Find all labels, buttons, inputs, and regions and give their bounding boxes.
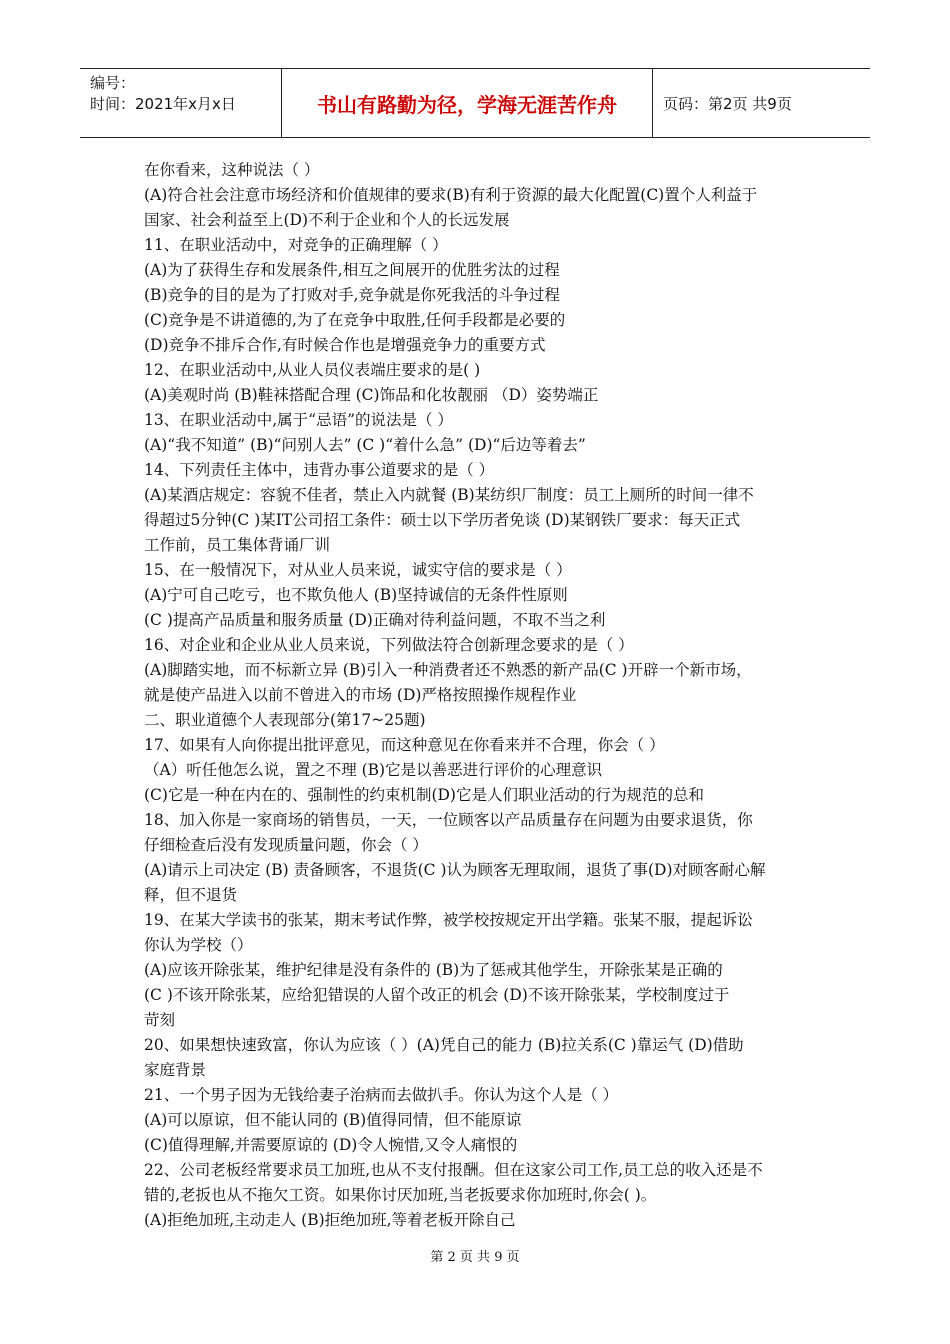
text-line: 16、对企业和企业从业人员来说，下列做法符合创新理念要求的是（ ）	[144, 636, 634, 654]
text-line: 17、如果有人向你提出批评意见，而这种意见在你看来并不合理，你会（ ）	[144, 736, 665, 754]
text-line: (A)应该开除张某，维护纪律是没有条件的 (B)为了惩戒其他学生，开除张某是正确的	[144, 961, 723, 979]
text-line: 18、加入你是一家商场的销售员，一天，一位顾客以产品质量存在问题为由要求退货，你	[144, 811, 753, 829]
text-line: 国家、社会利益至上(D)不利于企业和个人的长远发展	[144, 211, 510, 229]
text-line: (A)脚踏实地，而不标新立异 (B)引入一种消费者还不熟悉的新产品(C )开辟一个新市场，	[144, 661, 752, 679]
text-line: 15、在一般情况下，对从业人员来说，诚实守信的要求是（ ）	[144, 561, 572, 579]
text-line: 20、如果想快速致富，你认为应该（ ）(A)凭自己的能力 (B)拉关系(C )靠运气 (D)借助	[144, 1036, 744, 1054]
text-line: 21、一个男子因为无钱给妻子治病而去做扒手。你认为这个人是（ ）	[144, 1086, 619, 1104]
text-line: (A)为了获得生存和发展条件,相互之间展开的优胜劣汰的过程	[144, 261, 560, 279]
text-line: 14、下列责任主体中，违背办事公道要求的是（ ）	[144, 461, 495, 479]
text-line: (A)请示上司决定 (B) 责备顾客，不退货(C )认为顾客无理取闹，退货了事(D)对顾客耐心解	[144, 861, 766, 879]
text-line: 在你看来，这种说法（ ）	[144, 161, 320, 179]
text-line: (A)某酒店规定：容貌不佳者，禁止入内就餐 (B)某纺织厂制度：员工上厕所的时间一律不	[144, 486, 754, 504]
text-line: (C)值得理解,并需要原谅的 (D)令人惋惜,又令人痛恨的	[144, 1136, 518, 1154]
text-line: 13、在职业活动中,属于“忌语”的说法是（ ）	[144, 411, 453, 429]
text-line: (C )提高产品质量和服务质量 (D)正确对待利益问题，不取不当之利	[144, 611, 606, 629]
text-line: 你认为学校（）	[144, 936, 253, 954]
header-page-label: 页码：第2页 共9页	[663, 94, 792, 113]
text-line: 19、在某大学读书的张某，期末考试作弊，被学校按规定开出学籍。张某不服，提起诉讼	[144, 911, 753, 929]
text-line: (B)竞争的目的是为了打败对手,竞争就是你死我活的斗争过程	[144, 286, 560, 304]
text-line: (A)可以原谅，但不能认同的 (B)值得同情，但不能原谅	[144, 1111, 522, 1129]
text-line: (C )不该开除张某，应给犯错误的人留个改正的机会 (D)不该开除张某，学校制度过于	[144, 986, 730, 1004]
document-body	[144, 158, 812, 1233]
text-line: 就是使产品进入以前不曾进入的市场 (D)严格按照操作规程作业	[144, 686, 577, 704]
text-line: (D)竞争不排斥合作,有时候合作也是增强竞争力的重要方式	[144, 336, 546, 354]
text-line: (A)美观时尚 (B)鞋袜搭配合理 (C)饰品和化妆靓丽 （D）姿势端正	[144, 386, 599, 404]
text-line: 二、职业道德个人表现部分(第17~25题)	[144, 711, 426, 729]
text-line: 11、在职业活动中，对竞争的正确理解（ ）	[144, 236, 448, 254]
text-line: 释，但不退货	[144, 886, 238, 904]
text-line: 仔细检查后没有发现质量问题，你会（ ）	[144, 836, 428, 854]
text-line: （A）听任他怎么说，置之不理 (B)它是以善恶进行评价的心理意识	[144, 761, 603, 779]
text-line: 12、在职业活动中,从业人员仪表端庄要求的是( )	[144, 361, 481, 379]
text-line: 苛刻	[144, 1011, 176, 1029]
page-header	[80, 68, 870, 138]
text-line: 22、公司老板经常要求员工加班,也从不支付报酬。但在这家公司工作,员工总的收入还是不	[144, 1161, 763, 1179]
header-motto: 书山有路勤为径，学海无涯苦作舟	[282, 69, 653, 137]
text-line: (C)竞争是不讲道德的,为了在竞争中取胜,任何手段都是必要的	[144, 311, 566, 329]
text-line: 工作前，员工集体背诵厂训	[144, 536, 331, 554]
text-line: (A)符合社会注意市场经济和价值规律的要求(B)有利于资源的最大化配置(C)置个人利益于	[144, 186, 758, 204]
text-line: 错的,老扳也从不拖欠工资。如果你讨厌加班,当老扳要求你加班时,你会( )。	[144, 1186, 657, 1204]
text-line: 家庭背景	[144, 1061, 207, 1079]
text-line: 得超过5分钟(C )某IT公司招工条件：硕士以下学历者免谈 (D)某钢铁厂要求：每天正式	[144, 511, 741, 529]
page-footer: 第 2 页 共 9 页	[430, 1250, 520, 1265]
text-line: (C)它是一种在内在的、强制性的约束机制(D)它是人们职业活动的行为规范的总和	[144, 786, 704, 804]
text-line: (A)“我不知道” (B)“问别人去” (C )“着什么急” (D)“后边等着去”	[144, 436, 586, 454]
header-date-label: 时间：2021年x月x日	[90, 95, 236, 113]
text-line: (A)宁可自己吃亏，也不欺负他人 (B)坚持诚信的无条件性原则	[144, 586, 568, 604]
text-line: (A)拒绝加班,主动走人 (B)拒绝加班,等着老板开除自己	[144, 1211, 516, 1229]
header-meta	[80, 69, 282, 137]
header-number-label: 编号：	[90, 74, 136, 92]
